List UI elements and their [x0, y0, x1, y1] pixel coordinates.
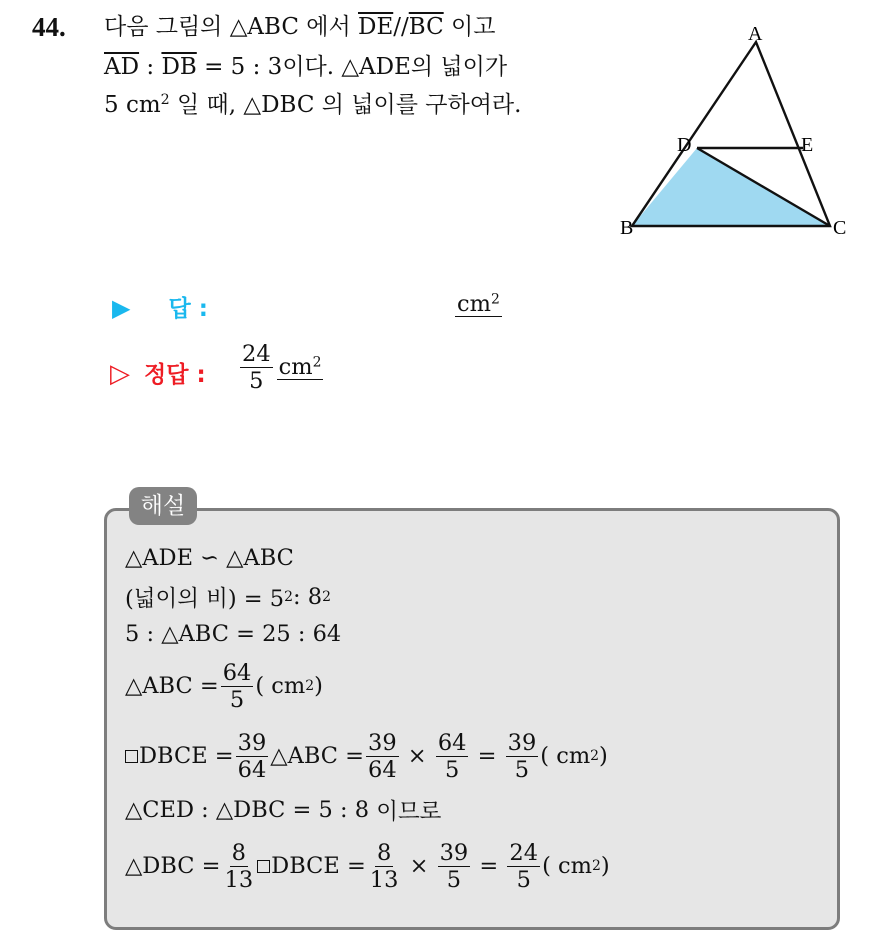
outline-play-icon: ▷: [110, 359, 130, 389]
play-icon: ▶: [112, 294, 131, 322]
answer-label: 답 :: [168, 296, 208, 322]
problem-text: 일 때, △DBC 의 넓이를 구하여라.: [169, 92, 522, 118]
label-d: D: [677, 134, 692, 156]
label-c: C: [833, 217, 847, 239]
colon: :: [139, 54, 162, 80]
segment-de: $\overline{DE}$: [358, 14, 394, 40]
square-icon: [257, 860, 270, 873]
correct-answer-label: 정답 :: [144, 362, 206, 388]
solution-badge: 해설: [129, 487, 197, 525]
label-a: A: [748, 23, 763, 45]
superscript: 2: [160, 92, 170, 109]
problem-text: 다음 그림의 △ABC 에서: [104, 14, 358, 40]
segment-ad: $\overline{AD}$: [104, 54, 140, 80]
solution-line-7: △DBC = $\frac{8}{13}$ DBCE = $\frac{8}{13}$ × $\frac{39}{5}$ = $\frac{24}{5}$ ( cm 2 ): [125, 839, 610, 893]
solution-line-2: (넓이의 비) = 5 2 : 8 2: [125, 584, 331, 612]
question-number: 44.: [32, 12, 66, 42]
square-icon: [125, 750, 138, 763]
problem-text: 5 cm: [104, 92, 161, 118]
parallel-symbol: //: [393, 14, 409, 40]
triangle-dbc-fill: [632, 148, 830, 226]
correct-answer-row: [110, 356, 206, 389]
problem-text: 이고: [443, 14, 496, 40]
solution-line-4: △ABC = $\frac{64}{5}$ ( cm 2 ): [125, 659, 323, 713]
answer-row: [112, 290, 208, 323]
solution-line-5: DBCE = $\frac{39}{64}$ △ABC = $\frac{39}{64}$ × $\frac{64}{5}$ = $\frac{39}{5}$ ( cm 2 ): [125, 726, 608, 786]
label-b: B: [620, 217, 634, 239]
problem-line-3: [104, 90, 521, 120]
solution-line-1: △ADE ∽ △ABC: [125, 545, 294, 571]
problem-line-2: [104, 52, 507, 82]
label-e: E: [801, 134, 814, 156]
segment-bc: $\overline{BC}$: [408, 14, 444, 40]
correct-answer-value: $\frac{24}{5}$ $cm^2$: [242, 341, 322, 394]
problem-line-1: [104, 12, 495, 42]
solution-line-3: 5 : △ABC = 25 : 64: [125, 621, 342, 647]
segment-db: $\overline{DB}$: [161, 54, 197, 80]
triangle-figure: [620, 18, 860, 248]
problem-text: = 5 : 3이다. △ADE의 넓이가: [196, 54, 508, 80]
answer-unit[interactable]: $cm^2$: [457, 291, 500, 317]
solution-line-6: △CED : △DBC = 5 : 8 이므로: [125, 797, 442, 825]
